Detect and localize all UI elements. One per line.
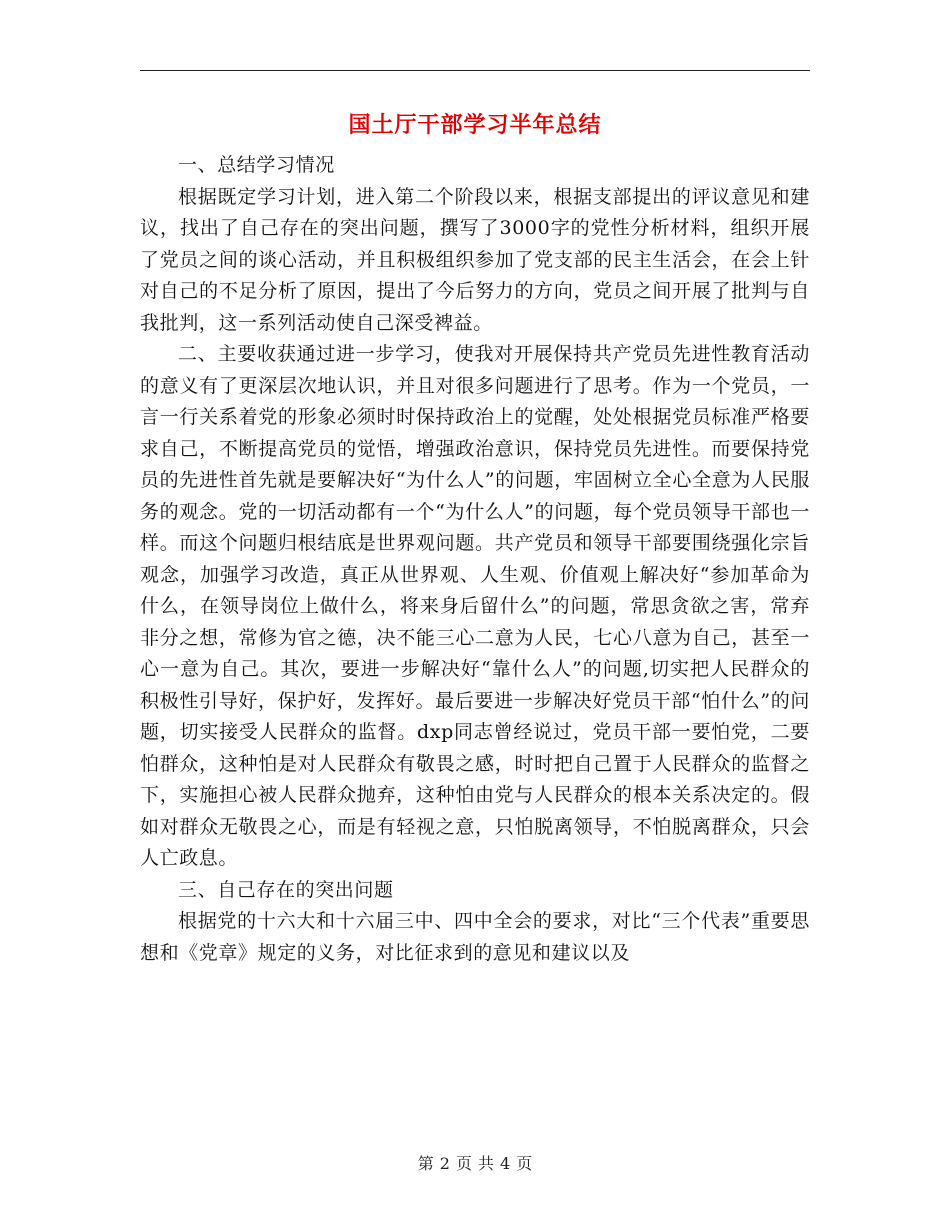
header-divider — [140, 70, 810, 71]
paragraph: 根据党的十六大和十六届三中、四中全会的要求，对比“三个代表”重要思想和《党章》规定的义务，对比征求到的意见和建议以及 — [140, 910, 810, 964]
paragraph: 根据既定学习计划，进入第二个阶段以来，根据支部提出的评议意见和建议，找出了自己存在的突出问题，撰写了3000字的党性分析材料，组织开展了党员之间的谈心活动，并且积极组织参加了党支部的民主生活会，在会上针对自己的不足分析了原因，提出了今后努力的方向，党员之间开展了批判与自我批判，这一系列活动使自己深受裨益。 — [140, 185, 810, 334]
page-footer — [140, 1152, 810, 1176]
footer-label-total-unit: 页 — [516, 1154, 533, 1173]
page-number: 2 — [439, 1154, 450, 1173]
section-heading-1: 一、总结学习情况 — [178, 154, 335, 176]
paragraph: 二、主要收获通过进一步学习，使我对开展保持共产党员先进性教育活动的意义有了更深层次地认识，并且对很多问题进行了思考。作为一个党员，一言一行关系着党的形象必须时时保持政治上的觉醒，处处根据党员标准严格要求自己，不断提高党员的觉悟，增强政治意识，保持党员先进性。而要保持党员的先进性首先就是要解决好“为什么人”的问题，牢固树立全心全意为人民服务的观念。党的一切活动都有一个“为什么人”的问题，每个党员领导干部也一样。而这个问题归根结底是世界观问题。共产党员和领导干部要围绕强化宗旨观念，加强学习改造，真正从世界观、人生观、价值观上解决好“参加革命为什么，在领导岗位上做什么，将来身后留什么”的问题，常思贪欲之害，常弃非分之想，常修为官之德，决不能三心二意为人民，七心八意为自己，甚至一心一意为自己。其次，要进一步解决好“靠什么人”的问题,切实把人民群众的积极性引导好，保护好，发挥好。最后要进一步解决好党员干部“怕什么”的问题，切实接受人民群众的监督。dxp同志曾经说过，党员干部一要怕党，二要怕群众，这种怕是对人民群众有敬畏之感，时时把自己置于人民群众的监督之下，实施担心被人民群众抛弃，这种怕由党与人民群众的根本关系决定的。假如对群众无敬畏之心，而是有轻视之意，只怕脱离领导，不怕脱离群众，只会人亡政息。 — [140, 343, 810, 869]
document-body — [140, 150, 810, 969]
footer-label-page-unit: 页 — [455, 1154, 472, 1173]
total-pages: 4 — [500, 1154, 511, 1173]
footer-label-page: 第 — [417, 1154, 434, 1173]
section-heading-3: 三、自己存在的突出问题 — [178, 878, 394, 901]
document-title: 国土厅干部学习半年总结 — [348, 113, 602, 138]
footer-label-total: 共 — [478, 1154, 495, 1173]
